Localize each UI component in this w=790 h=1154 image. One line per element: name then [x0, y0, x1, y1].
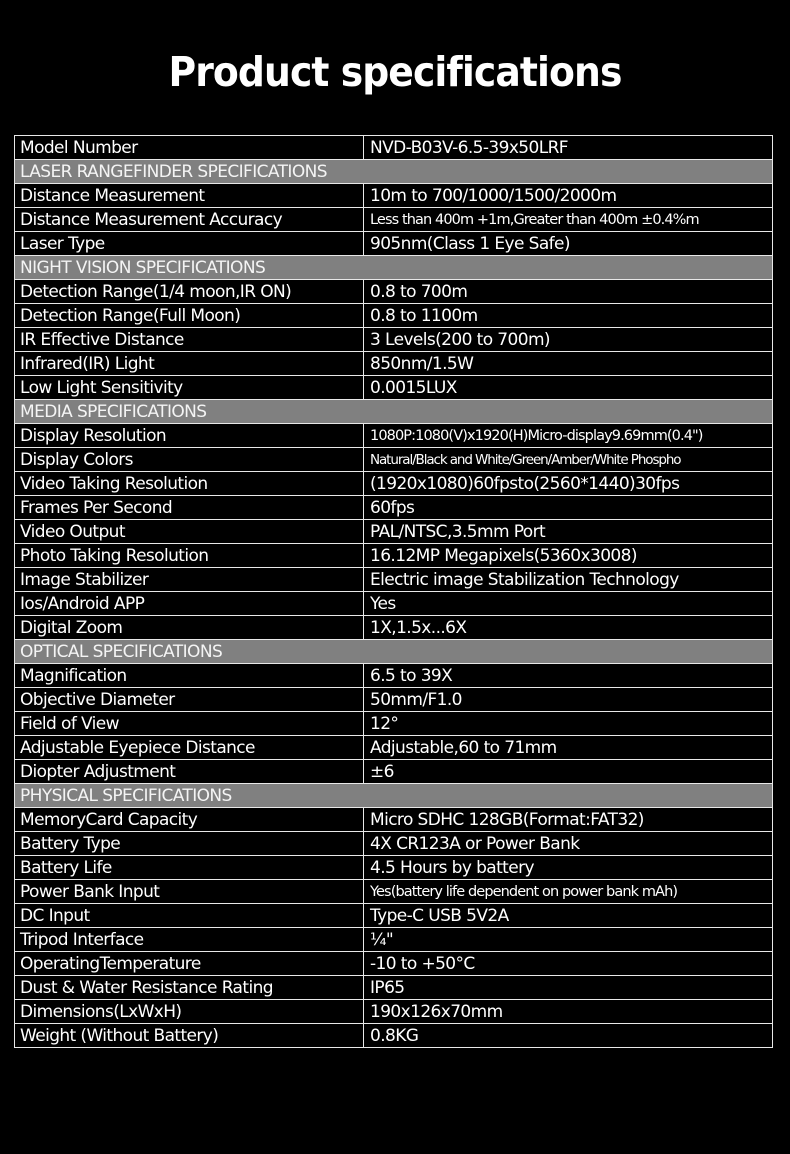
table-row	[15, 688, 773, 712]
row-label: Video Output	[15, 520, 364, 544]
table-row	[15, 904, 773, 928]
row-value: 1X,1.5x...6X	[364, 616, 773, 640]
row-value: (1920x1080)60fpsto(2560*1440)30fps	[364, 472, 773, 496]
row-label: Tripod Interface	[15, 928, 364, 952]
row-label: Model Number	[15, 136, 364, 160]
row-value: 4X CR123A or Power Bank	[364, 832, 773, 856]
row-value: -10 to +50°C	[364, 952, 773, 976]
row-label: Adjustable Eyepiece Distance	[15, 736, 364, 760]
row-label: Dimensions(LxWxH)	[15, 1000, 364, 1024]
table-row	[15, 232, 773, 256]
row-label: Image Stabilizer	[15, 568, 364, 592]
section-header-media	[15, 400, 773, 424]
row-label: Detection Range(1/4 moon,IR ON)	[15, 280, 364, 304]
row-value: Adjustable,60 to 71mm	[364, 736, 773, 760]
row-label: OperatingTemperature	[15, 952, 364, 976]
table-row	[15, 1000, 773, 1024]
row-label: Display Colors	[15, 448, 364, 472]
row-value: 190x126x70mm	[364, 1000, 773, 1024]
table-row	[15, 856, 773, 880]
section-title: MEDIA SPECIFICATIONS	[15, 400, 773, 424]
table-row	[15, 184, 773, 208]
row-value: 850nm/1.5W	[364, 352, 773, 376]
row-label: Battery Type	[15, 832, 364, 856]
row-value: IP65	[364, 976, 773, 1000]
row-label: Low Light Sensitivity	[15, 376, 364, 400]
section-header-physical	[15, 784, 773, 808]
table-row	[15, 496, 773, 520]
section-title: LASER RANGEFINDER SPECIFICATIONS	[15, 160, 773, 184]
row-label: Field of View	[15, 712, 364, 736]
table-row	[15, 880, 773, 904]
table-row	[15, 952, 773, 976]
table-row	[15, 760, 773, 784]
section-title: PHYSICAL SPECIFICATIONS	[15, 784, 773, 808]
row-value: 3 Levels(200 to 700m)	[364, 328, 773, 352]
row-label: Video Taking Resolution	[15, 472, 364, 496]
table-row	[15, 568, 773, 592]
row-label: Frames Per Second	[15, 496, 364, 520]
table-row	[15, 448, 773, 472]
section-title: OPTICAL SPECIFICATIONS	[15, 640, 773, 664]
table-row	[15, 328, 773, 352]
row-value: 905nm(Class 1 Eye Safe)	[364, 232, 773, 256]
row-value: 12°	[364, 712, 773, 736]
row-value: Natural/Black and White/Green/Amber/White Phospho	[364, 448, 773, 472]
row-label: Distance Measurement Accuracy	[15, 208, 364, 232]
row-value: 50mm/F1.0	[364, 688, 773, 712]
row-label: Power Bank Input	[15, 880, 364, 904]
row-value: 4.5 Hours by battery	[364, 856, 773, 880]
page-title: Product specifications	[168, 48, 622, 96]
row-value: 0.8KG	[364, 1024, 773, 1048]
row-label: MemoryCard Capacity	[15, 808, 364, 832]
row-value: Yes	[364, 592, 773, 616]
row-label: Infrared(IR) Light	[15, 352, 364, 376]
table-row	[15, 664, 773, 688]
row-value: Yes(battery life dependent on power bank mAh)	[364, 880, 773, 904]
row-value: 0.0015LUX	[364, 376, 773, 400]
table-row	[15, 208, 773, 232]
table-row	[15, 1024, 773, 1048]
table-row	[15, 472, 773, 496]
row-label: Weight (Without Battery)	[15, 1024, 364, 1048]
table-row	[15, 832, 773, 856]
table-row	[15, 376, 773, 400]
row-value: ¼"	[364, 928, 773, 952]
row-value: Electric image Stabilization Technology	[364, 568, 773, 592]
table-row	[15, 808, 773, 832]
row-label: Magnification	[15, 664, 364, 688]
table-row	[15, 928, 773, 952]
row-label: IR Effective Distance	[15, 328, 364, 352]
row-label: Objective Diameter	[15, 688, 364, 712]
row-value: NVD-B03V-6.5-39x50LRF	[364, 136, 773, 160]
row-value: 60fps	[364, 496, 773, 520]
row-label: Diopter Adjustment	[15, 760, 364, 784]
row-label: Dust & Water Resistance Rating	[15, 976, 364, 1000]
row-label: Detection Range(Full Moon)	[15, 304, 364, 328]
row-label: Digital Zoom	[15, 616, 364, 640]
table-row	[15, 616, 773, 640]
table-row	[15, 544, 773, 568]
row-value: Micro SDHC 128GB(Format:FAT32)	[364, 808, 773, 832]
section-header-laser-rangefinder	[15, 160, 773, 184]
row-value: 0.8 to 1100m	[364, 304, 773, 328]
table-row	[15, 592, 773, 616]
table-row	[15, 736, 773, 760]
row-value: 0.8 to 700m	[364, 280, 773, 304]
row-value: PAL/NTSC,3.5mm Port	[364, 520, 773, 544]
section-header-night-vision	[15, 256, 773, 280]
table-row	[15, 352, 773, 376]
row-value: 1080P:1080(V)x1920(H)Micro-display9.69mm(0.4")	[364, 424, 773, 448]
table-row	[15, 976, 773, 1000]
row-label: Photo Taking Resolution	[15, 544, 364, 568]
row-value: ±6	[364, 760, 773, 784]
row-label: Display Resolution	[15, 424, 364, 448]
row-label: DC Input	[15, 904, 364, 928]
table-row	[15, 520, 773, 544]
row-label: Battery Life	[15, 856, 364, 880]
table-row	[15, 712, 773, 736]
table-row	[15, 280, 773, 304]
spec-table	[14, 135, 773, 1048]
table-row-model-number	[15, 136, 773, 160]
row-value: 16.12MP Megapixels(5360x3008)	[364, 544, 773, 568]
row-label: Laser Type	[15, 232, 364, 256]
row-value: Less than 400m +1m,Greater than 400m ±0.4%m	[364, 208, 773, 232]
row-value: Type-C USB 5V2A	[364, 904, 773, 928]
table-row	[15, 424, 773, 448]
section-title: NIGHT VISION SPECIFICATIONS	[15, 256, 773, 280]
row-label: Ios/Android APP	[15, 592, 364, 616]
section-header-optical	[15, 640, 773, 664]
table-row	[15, 304, 773, 328]
row-value: 10m to 700/1000/1500/2000m	[364, 184, 773, 208]
row-value: 6.5 to 39X	[364, 664, 773, 688]
row-label: Distance Measurement	[15, 184, 364, 208]
